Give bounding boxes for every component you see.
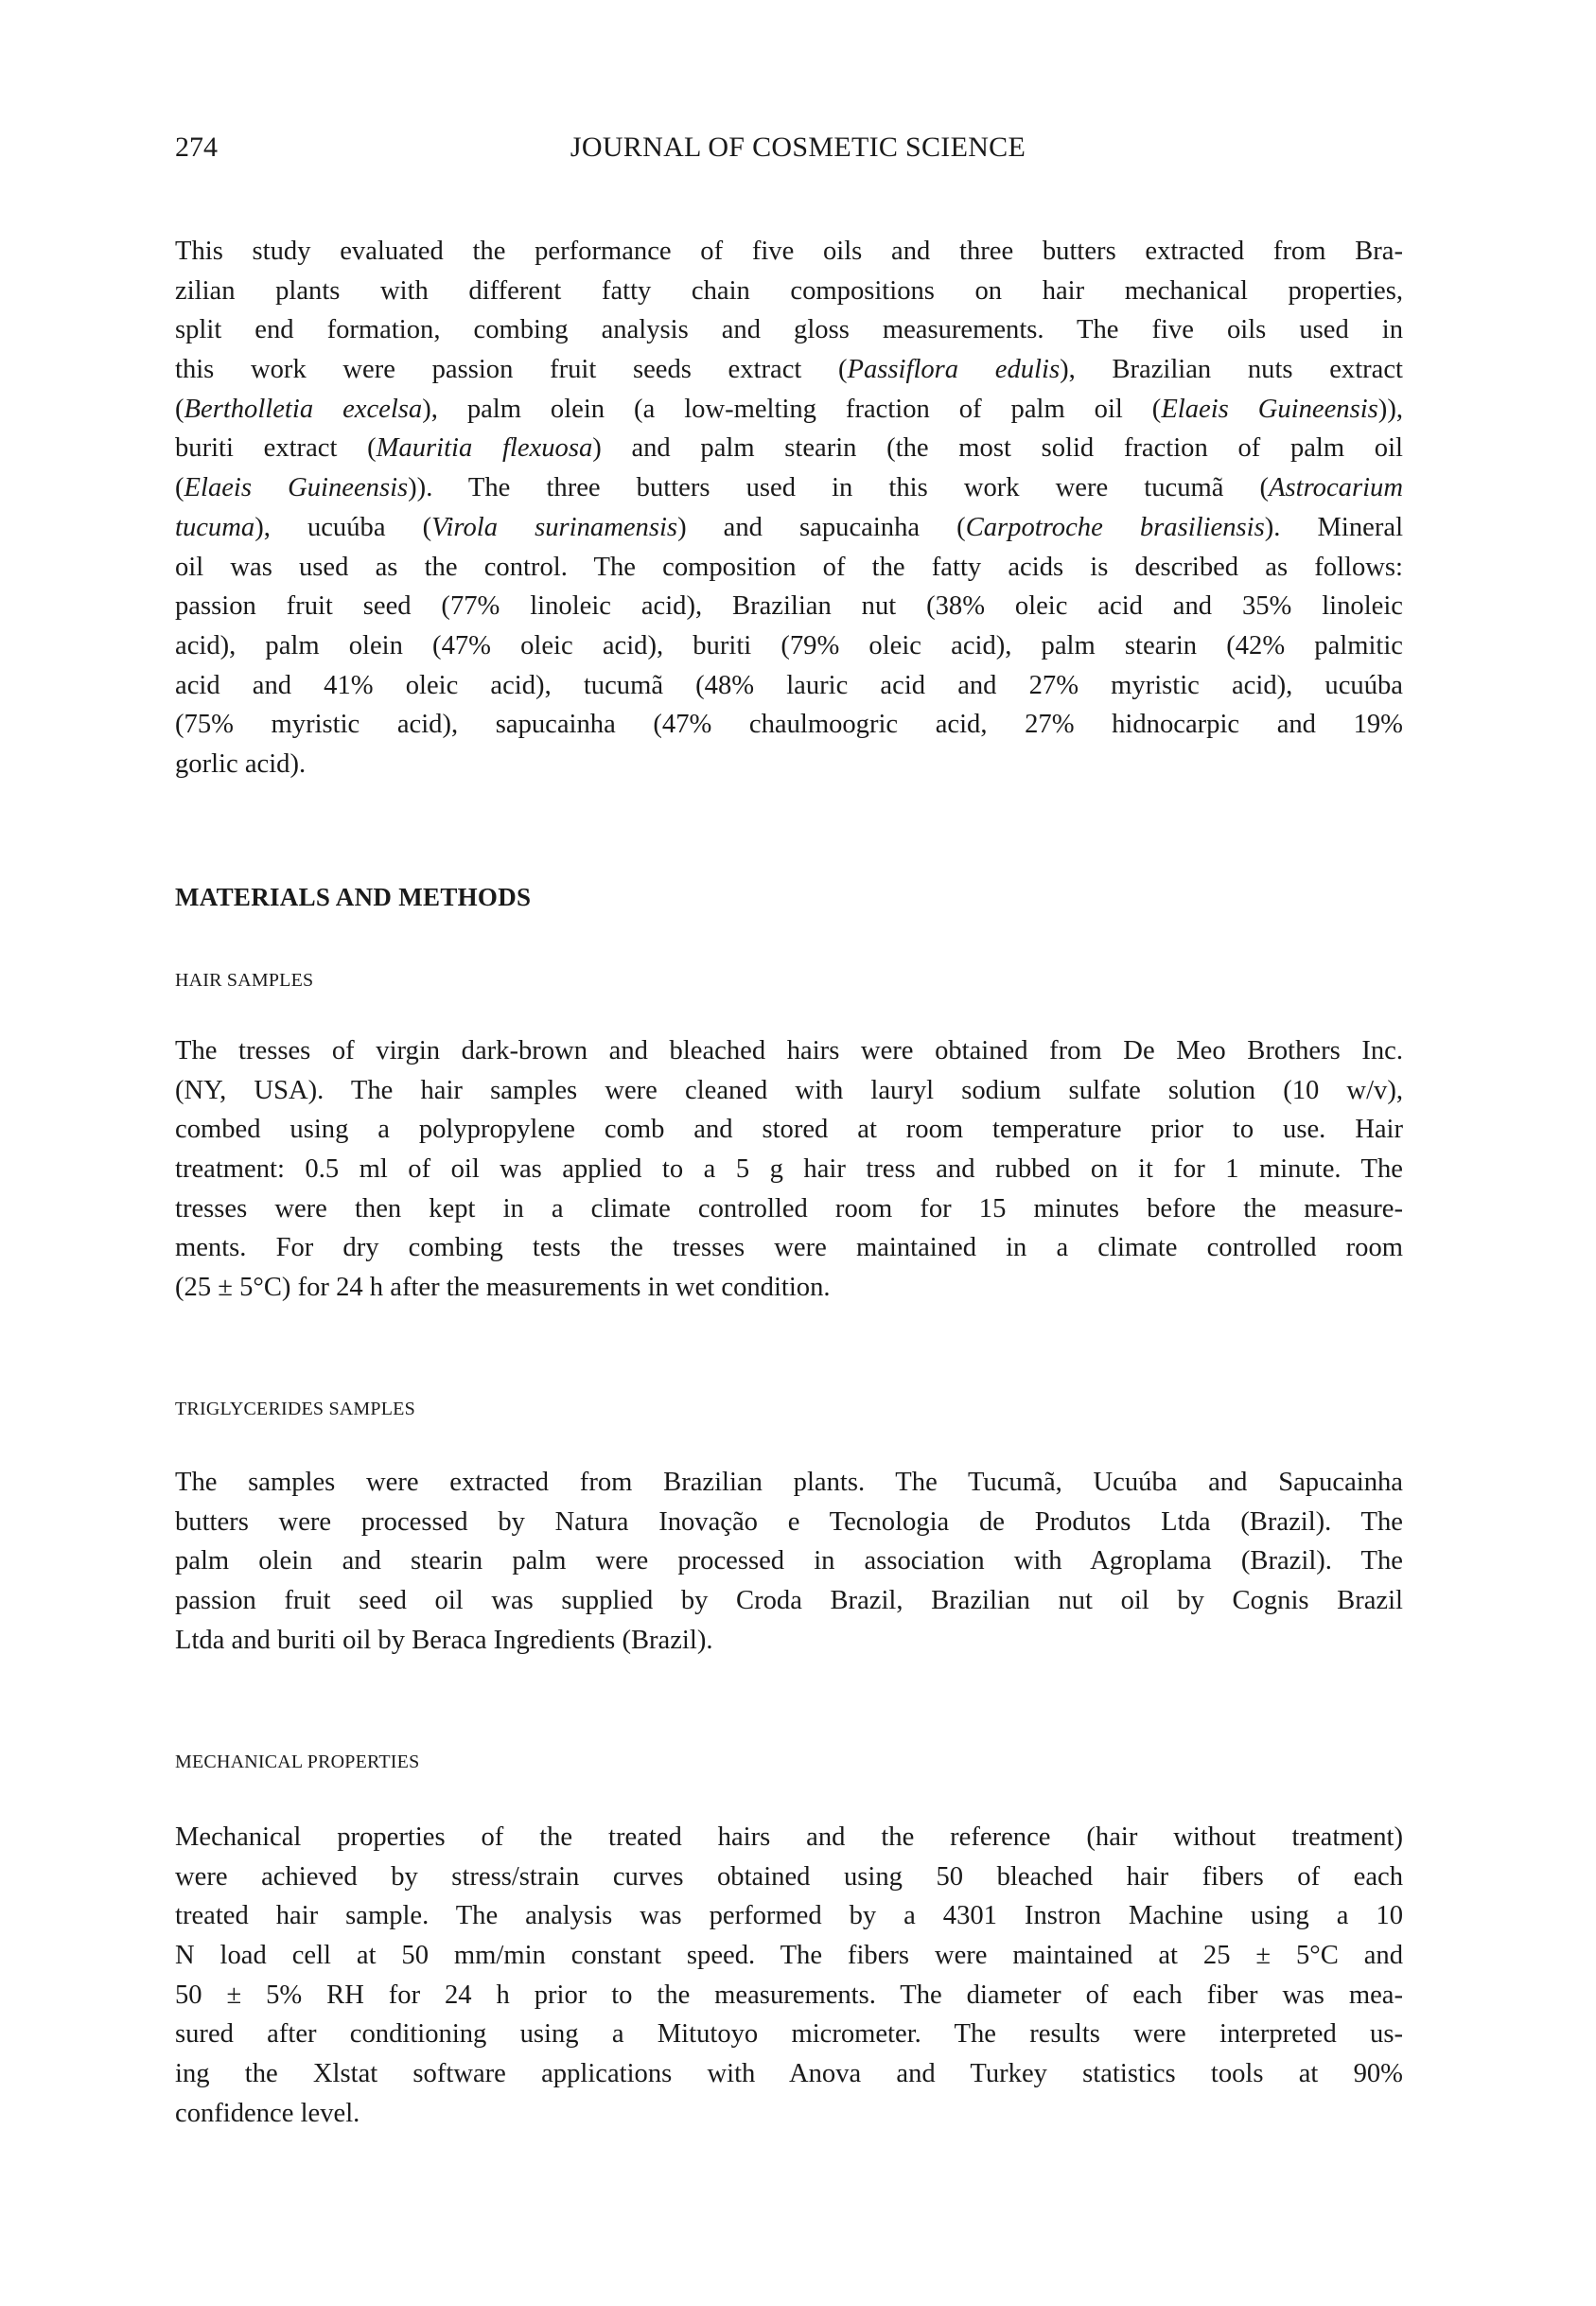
italic-species-name: tucuma — [175, 512, 255, 542]
page-number: 274 — [175, 132, 218, 163]
text-line — [175, 1150, 1403, 1189]
italic-species-name: Passiflora edulis — [847, 355, 1061, 385]
text-line — [175, 1268, 1403, 1308]
text-run: (75% myristic acid), sapucainha (47% chaulmoogric acid, 27% hidnocarpic and 19% — [175, 710, 1403, 740]
text-line — [175, 429, 1403, 468]
text-line — [175, 2015, 1403, 2054]
running-header: JOURNAL OF COSMETIC SCIENCE — [570, 132, 1026, 163]
text-line — [175, 1541, 1403, 1581]
text-run: 50 ± 5% RH for 24 h prior to the measurements. The diameter of each fiber was mea- — [175, 1980, 1403, 2010]
text-run: )). The three butters used in this work were tucumã ( — [408, 473, 1270, 503]
subheading-triglycerides-samples: TRIGLYCERIDES SAMPLES — [175, 1399, 415, 1419]
text-line — [175, 626, 1403, 666]
italic-species-name: Bertholletia excelsa — [184, 394, 423, 424]
section-heading-materials-and-methods: MATERIALS AND METHODS — [175, 883, 532, 911]
italic-species-name: Mauritia flexuosa — [376, 433, 593, 464]
text-line — [175, 1976, 1403, 2016]
text-run: were achieved by stress/strain curves obtained using 50 bleached hair fibers of each — [175, 1861, 1403, 1892]
text-line — [175, 1621, 1403, 1661]
text-line — [175, 272, 1403, 311]
text-run: acid), palm olein (47% oleic acid), buriti (79% oleic acid), palm stearin (42% palmitic — [175, 630, 1403, 660]
subheading-hair-samples: HAIR SAMPLES — [175, 970, 314, 991]
text-line — [175, 390, 1403, 430]
text-run: Ltda and buriti oil by Beraca Ingredients (Brazil). — [175, 1625, 713, 1655]
triglycerides-paragraph — [175, 1463, 1403, 1660]
text-run: ), ucuúba ( — [254, 512, 432, 542]
text-line — [175, 745, 1403, 784]
text-line — [175, 232, 1403, 272]
text-line — [175, 1896, 1403, 1936]
text-run: )), — [1377, 394, 1403, 424]
text-run: acid and 41% oleic acid), tucumã (48% lauric acid and 27% myristic acid), ucuúba — [175, 670, 1403, 700]
italic-species-name: Carpotroche brasiliensis — [965, 512, 1265, 542]
text-run: ), palm olein (a low-melting fraction of palm oil ( — [422, 394, 1162, 424]
text-run: treated hair sample. The analysis was performed by a 4301 Instron Machine using a 10 — [175, 1901, 1403, 1931]
text-line — [175, 1581, 1403, 1621]
text-line — [175, 1031, 1403, 1071]
text-run: passion fruit seed oil was supplied by Croda Brazil, Brazilian nut oil by Cognis Brazil — [175, 1586, 1403, 1616]
text-line — [175, 350, 1403, 390]
italic-species-name: Elaeis Guineensis — [184, 473, 409, 503]
text-line — [175, 1857, 1403, 1897]
mechanical-properties-paragraph — [175, 1818, 1403, 2134]
text-run: ments. For dry combing tests the tresses were maintained in a climate controlled room — [175, 1233, 1403, 1263]
text-run: (25 ± 5°C) for 24 h after the measurements in wet condition. — [175, 1273, 831, 1303]
text-line — [175, 2054, 1403, 2094]
text-line — [175, 666, 1403, 706]
text-run: oil was used as the control. The composition of the fatty acids is described as follows: — [175, 552, 1403, 582]
italic-species-name: Astrocarium — [1269, 473, 1403, 503]
text-run: zilian plants with different fatty chain compositions on hair mechanical properties, — [175, 275, 1403, 306]
text-line — [175, 1189, 1403, 1229]
text-run: gorlic acid). — [175, 748, 307, 779]
text-run: combed using a polypropylene comb and stored at room temperature prior to use. Hair — [175, 1115, 1403, 1145]
text-run: ), Brazilian nuts extract — [1060, 355, 1403, 385]
italic-species-name: Elaeis Guineensis — [1161, 394, 1378, 424]
text-run: tresses were then kept in a climate controlled room for 15 minutes before the measure- — [175, 1193, 1403, 1223]
text-run: ( — [175, 473, 184, 503]
text-run: this work were passion fruit seeds extract ( — [175, 355, 848, 385]
text-run: treatment: 0.5 ml of oil was applied to a 5 g hair tress and rubbed on it for 1 minute. The — [175, 1154, 1403, 1185]
text-run: butters were processed by Natura Inovação e Tecnologia de Produtos Ltda (Brazil). The — [175, 1506, 1403, 1537]
text-run: N load cell at 50 mm/min constant speed. The fibers were maintained at 25 ± 5°C and — [175, 1941, 1403, 1971]
text-run: confidence level. — [175, 2098, 360, 2128]
text-line — [175, 468, 1403, 508]
hair-samples-paragraph — [175, 1031, 1403, 1308]
text-run: ing the Xlstat software applications with Anova and Turkey statistics tools at 90% — [175, 2059, 1403, 2089]
text-line — [175, 2094, 1403, 2134]
subheading-mechanical-properties: MECHANICAL PROPERTIES — [175, 1752, 420, 1772]
text-line — [175, 705, 1403, 745]
intro-paragraph — [175, 232, 1403, 784]
text-line — [175, 1228, 1403, 1268]
text-line — [175, 1463, 1403, 1503]
text-run: The samples were extracted from Brazilian plants. The Tucumã, Ucuúba and Sapucainha — [175, 1468, 1403, 1497]
text-run: ) and palm stearin (the most solid fraction of palm oil — [592, 433, 1403, 464]
text-line — [175, 1818, 1403, 1857]
text-run: ). Mineral — [1264, 512, 1403, 542]
text-line — [175, 1503, 1403, 1542]
text-run: The tresses of virgin dark-brown and bleached hairs were obtained from De Meo Brothers Inc. — [175, 1036, 1403, 1065]
text-line — [175, 1110, 1403, 1150]
text-run: palm olein and stearin palm were processed in association with Agroplama (Brazil). The — [175, 1546, 1403, 1576]
text-run: buriti extract ( — [175, 433, 377, 464]
text-line — [175, 508, 1403, 548]
text-line — [175, 1936, 1403, 1976]
text-run: sured after conditioning using a Mitutoyo micrometer. The results were interpreted us- — [175, 2019, 1403, 2050]
text-line — [175, 587, 1403, 626]
text-run: split end formation, combing analysis and gloss measurements. The five oils used in — [175, 315, 1403, 345]
text-run: (NY, USA). The hair samples were cleaned with lauryl sodium sulfate solution (10 w/v), — [175, 1075, 1403, 1105]
text-run: passion fruit seed (77% linoleic acid), Brazilian nut (38% oleic acid and 35% linoleic — [175, 591, 1403, 622]
text-run: ( — [175, 394, 184, 424]
text-line — [175, 310, 1403, 350]
text-run: ) and sapucainha ( — [677, 512, 966, 542]
text-run: Mechanical properties of the treated hairs and the reference (hair without treatment) — [175, 1822, 1403, 1852]
text-line — [175, 548, 1403, 588]
text-run: This study evaluated the performance of five oils and three butters extracted from Bra- — [175, 237, 1403, 266]
text-line — [175, 1071, 1403, 1111]
italic-species-name: Virola surinamensis — [431, 512, 678, 542]
